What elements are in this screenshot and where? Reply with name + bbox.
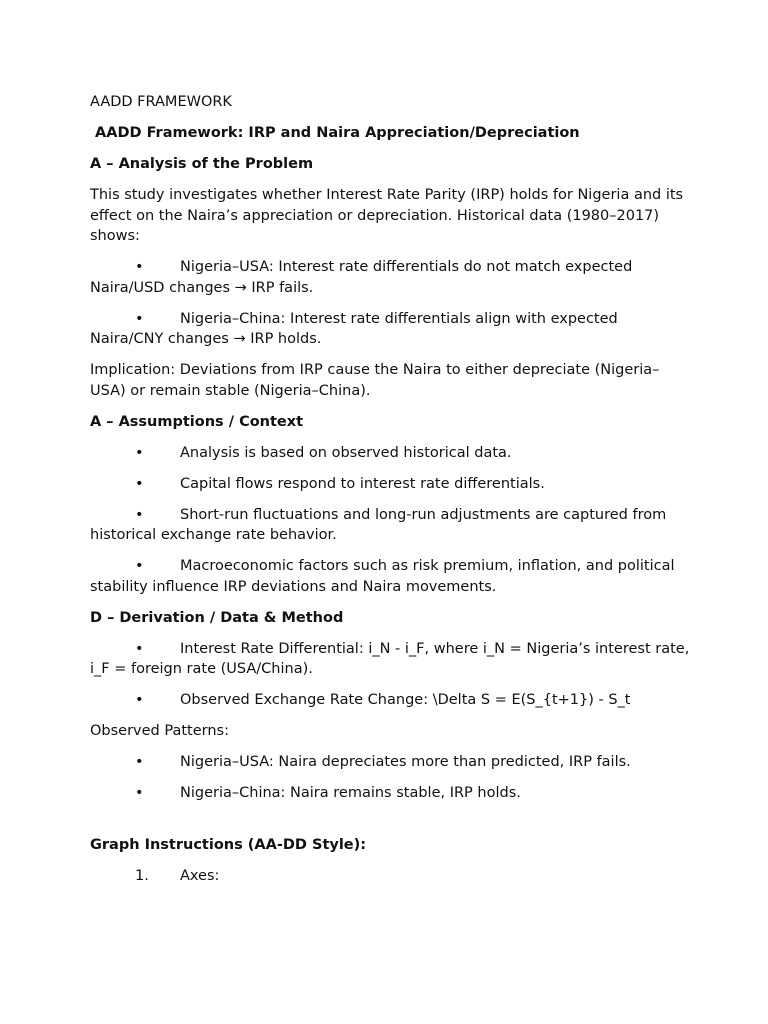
- bullet-text: Nigeria–China: Interest rate differentials align with expected Naira/CNY changes → IRP holds.: [90, 310, 618, 347]
- derivation-bullet: [90, 690, 690, 711]
- bullet-text: Short-run fluctuations and long-run adjustments are captured from historical exchange rate behavior.: [90, 506, 667, 543]
- bullet-marker: •: [135, 558, 144, 574]
- list-item-text: Axes:: [180, 867, 220, 884]
- bullet-marker: •: [135, 475, 144, 492]
- assumptions-heading: A – Assumptions / Context: [90, 413, 304, 430]
- derivation-bullet: [90, 639, 690, 680]
- bullet-marker: •: [135, 640, 144, 657]
- blank-line: [90, 814, 690, 835]
- observed-patterns-label: Observed Patterns:: [90, 723, 229, 739]
- analysis-intro: This study investigates whether Interest Rate Parity (IRP) holds for Nigeria and its effect on the Naira’s appreciation or depreciation. Historical data (1980–2017) shows:: [90, 187, 684, 244]
- bullet-text: Macroeconomic factors such as risk premium, inflation, and political stability influence IRP deviations and Naira movements.: [90, 558, 675, 595]
- main-heading: AADD Framework: IRP and Naira Appreciation/Depreciation: [95, 125, 580, 141]
- pattern-bullet: [90, 752, 690, 773]
- analysis-implication: Implication: Deviations from IRP cause the Naira to either depreciate (Nigeria–USA) or remain stable (Nigeria–China).: [90, 362, 660, 399]
- analysis-bullet-china: [90, 309, 690, 350]
- assumption-bullet: [90, 505, 690, 546]
- bullet-text: Nigeria–USA: Naira depreciates more than predicted, IRP fails.: [180, 754, 631, 770]
- pattern-bullet: [90, 783, 690, 804]
- bullet-marker: •: [135, 259, 144, 275]
- numbered-item: [90, 866, 690, 887]
- bullet-text: Nigeria–China: Naira remains stable, IRP holds.: [180, 785, 521, 801]
- analysis-bullet-usa: [90, 257, 690, 298]
- bullet-marker: •: [135, 692, 144, 708]
- bullet-text: Interest Rate Differential: i_N - i_F, where i_N = Nigeria’s interest rate, i_F = foreign rate (USA/China).: [90, 640, 690, 677]
- bullet-marker: •: [135, 785, 144, 801]
- bullet-marker: •: [135, 506, 144, 523]
- bullet-text: Observed Exchange Rate Change: \Delta S = E(S_{t+1}) - S_t: [180, 692, 631, 708]
- analysis-heading: A – Analysis of the Problem: [90, 156, 314, 172]
- graph-instructions-heading: Graph Instructions (AA-DD Style):: [90, 836, 367, 853]
- bullet-text: Analysis is based on observed historical data.: [180, 444, 512, 461]
- bullet-marker: •: [135, 310, 144, 327]
- document-page: [90, 92, 690, 897]
- assumption-bullet: [90, 556, 690, 597]
- bullet-marker: •: [135, 444, 144, 461]
- assumption-bullet: [90, 443, 690, 464]
- bullet-text: Capital flows respond to interest rate differentials.: [180, 475, 545, 492]
- list-number: 1.: [135, 867, 149, 884]
- derivation-heading: D – Derivation / Data & Method: [90, 609, 344, 626]
- bullet-text: Nigeria–USA: Interest rate differentials do not match expected Naira/USD changes → IRP fails.: [90, 259, 633, 296]
- assumption-bullet: [90, 474, 690, 495]
- document-title: AADD FRAMEWORK: [90, 94, 232, 110]
- bullet-marker: •: [135, 754, 144, 770]
